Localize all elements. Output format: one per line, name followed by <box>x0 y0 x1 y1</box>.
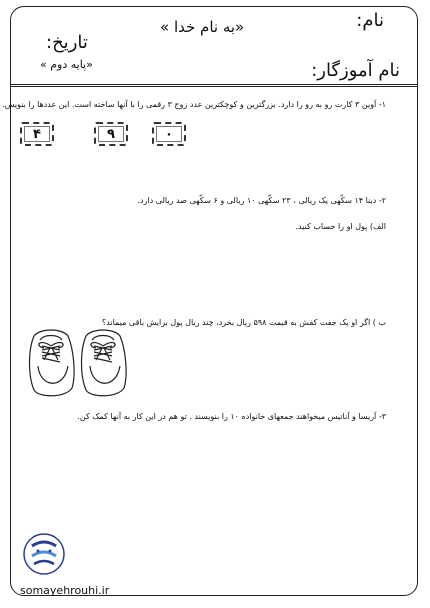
number-card: ۰ <box>152 122 186 146</box>
question-2-part-b: ب ) اگر او یک جفت کفش به قیمت ۵۹۸ ریال بخرد، چند ریال پول برایش باقی میماند؟ <box>101 318 386 327</box>
teacher-label: نام آموزگار: <box>311 60 400 81</box>
date-label: تاریخ: <box>46 32 88 53</box>
name-label: نام: <box>356 10 384 31</box>
number-card: ۹ <box>94 122 128 146</box>
logo <box>22 532 66 576</box>
number-card: ۴ <box>20 122 54 146</box>
website-url[interactable]: somayehrouhi.ir <box>20 584 110 597</box>
question-3-text: ۳- آریسا و آناتیس میخواهند جمعهای خانواده ۱۰ را بنویسند . تو هم در این کار به آنها کمک کن. <box>77 412 386 421</box>
header-divider <box>10 84 418 85</box>
question-2-part-a: الف) پول او را حساب کنید. <box>295 222 386 231</box>
worksheet-border <box>10 6 418 596</box>
header-divider-second <box>10 86 418 87</box>
grade-label: «پایه دوم » <box>40 58 93 71</box>
basmala: «به نام خدا » <box>160 18 245 36</box>
shoes-illustration <box>26 326 136 402</box>
question-1-text: ۱- آوین ۳ کارت رو به رو را دارد. بزرگترین و کوچکترین عدد زوج ۳ رقمی را با آنها ساخته است. این عددها را بنویس. <box>2 100 386 109</box>
question-2-text: ۲- دینا ۱۴ سکّهی یک ریالی ، ۲۳ سکّهی ۱۰ ریالی و ۶ سکّهی صد ریالی دارد. <box>137 196 386 205</box>
